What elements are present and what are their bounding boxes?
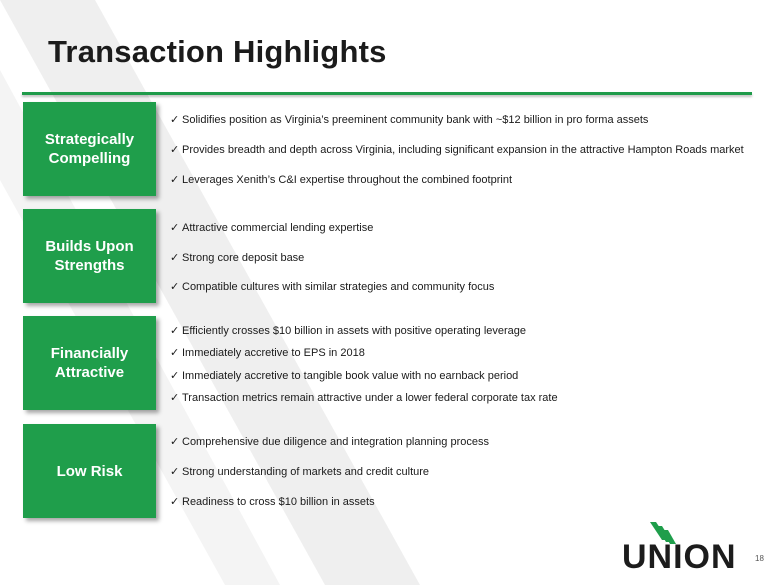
- bullet-item: [170, 222, 373, 235]
- bullet-text: Comprehensive due diligence and integration planning process: [182, 436, 489, 448]
- bullet-item: [170, 114, 648, 127]
- bullet-item: [170, 496, 375, 509]
- slide-title: Transaction Highlights: [48, 34, 387, 69]
- bullet-item: [170, 281, 494, 294]
- check-icon: ✓: [170, 114, 180, 126]
- check-icon: ✓: [170, 174, 180, 186]
- bullet-item: [170, 466, 429, 479]
- section-label-text: Strategically Compelling: [44, 131, 135, 167]
- bullet-text: Compatible cultures with similar strategies and community focus: [182, 281, 495, 293]
- check-icon: ✓: [170, 144, 180, 156]
- section-label-low-risk: [23, 424, 156, 518]
- bullet-item: [170, 347, 365, 360]
- bullet-text: Readiness to cross $10 billion in assets: [182, 496, 375, 508]
- check-icon: ✓: [170, 466, 180, 478]
- bullet-text: Transaction metrics remain attractive under a lower federal corporate tax rate: [182, 392, 558, 404]
- page-number: 18: [755, 554, 764, 563]
- bullet-text: Immediately accretive to EPS in 2018: [182, 347, 365, 359]
- bullet-text: Immediately accretive to tangible book value with no earnback period: [182, 370, 519, 382]
- check-icon: ✓: [170, 281, 180, 293]
- check-icon: ✓: [170, 436, 180, 448]
- section-label-text: Low Risk: [56, 462, 123, 480]
- bullet-text: Provides breadth and depth across Virginia, including significant expansion in the attractive Hampton Roads market: [182, 144, 744, 156]
- check-icon: ✓: [170, 496, 180, 508]
- bullet-text: Leverages Xenith’s C&I expertise throughout the combined footprint: [182, 174, 512, 186]
- bullet-text: Strong understanding of markets and credit culture: [182, 466, 430, 478]
- bullet-item: [170, 392, 558, 405]
- check-icon: ✓: [170, 392, 180, 404]
- section-label-text: Financially Attractive: [50, 345, 129, 381]
- union-logo-text: UNION: [622, 538, 737, 576]
- bullet-item: [170, 144, 744, 157]
- title-divider: [22, 92, 752, 95]
- bullet-item: [170, 325, 526, 338]
- bullet-item: [170, 370, 518, 383]
- bullet-text: Attractive commercial lending expertise: [182, 222, 374, 234]
- section-label-financially-attractive: [23, 316, 156, 410]
- check-icon: ✓: [170, 325, 180, 337]
- bullet-item: [170, 252, 304, 265]
- bullet-text: Solidifies position as Virginia’s preeminent community bank with ~$12 billion in pro forma assets: [182, 114, 649, 126]
- bullet-text: Strong core deposit base: [182, 252, 305, 264]
- section-label-strategically-compelling: [23, 102, 156, 196]
- bullet-item: [170, 436, 489, 449]
- section-label-builds-upon-strengths: [23, 209, 156, 303]
- section-label-text: Builds Upon Strengths: [45, 238, 134, 274]
- bullet-item: [170, 174, 512, 187]
- check-icon: ✓: [170, 347, 180, 359]
- check-icon: ✓: [170, 222, 180, 234]
- check-icon: ✓: [170, 252, 180, 264]
- bullet-text: Efficiently crosses $10 billion in assets with positive operating leverage: [182, 325, 527, 337]
- check-icon: ✓: [170, 370, 180, 382]
